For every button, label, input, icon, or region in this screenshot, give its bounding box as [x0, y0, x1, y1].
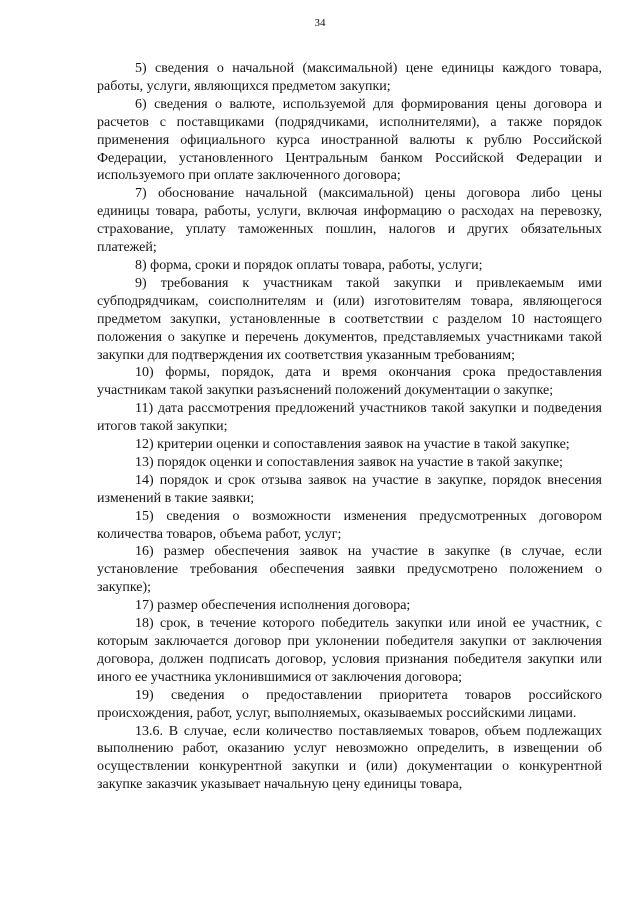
list-item-11: 11) дата рассмотрения предложений участников такой закупки и подведения итогов такой закупки; — [97, 401, 602, 435]
list-item-13: 13) порядок оценки и сопоставления заявок на участие в такой закупке; — [135, 454, 563, 470]
list-item-12: 12) критерии оценки и сопоставления заявок на участие в такой закупке; — [135, 437, 570, 453]
list-item-16: 16) размер обеспечения заявок на участие в закупке (в случае, если установление требования обеспечения заявки предусмотрено положением о закупке); — [97, 544, 602, 596]
list-item-14: 14) порядок и срок отзыва заявок на участие в закупке, порядок внесения изменений в такие заявки; — [97, 472, 602, 506]
list-item-10: 10) формы, порядок, дата и время окончания срока предоставления участникам такой закупки разъяснений положений документации о закупке; — [97, 365, 602, 399]
list-item-15: 15) сведения о возможности изменения предусмотренных договором количества товаров, объема работ, услуг; — [97, 508, 602, 542]
list-item-9: 9) требования к участникам такой закупки и привлекаемым ими субподрядчикам, соисполнителям и (или) изготовителям товара, являющегося предметом закупки, установленные в соответствии с разделом 10 настоящего положения о закупке и перечень документов, представляемых участниками такой закупки для подтверждения их соответствия указанным требованиям; — [97, 275, 602, 363]
document-body — [97, 60, 602, 794]
list-item-5: 5) сведения о начальной (максимальной) цене единицы каждого товара, работы, услуги, являющихся предметом закупки; — [97, 61, 602, 94]
list-item-7: 7) обоснование начальной (максимальной) цены договора либо цены единицы товара, работы, услуги, включая информацию о расходах на перевозку, страхование, уплату таможенных пошлин, налогов и других обязательных платежей; — [97, 186, 602, 256]
section-13-6-paragraph: 13.6. В случае, если количество поставляемых товаров, объем подлежащих выполнению работ, оказанию услуг невозможно определить, в извещении об осуществлении конкурентной закупки и (или) документации о конкурентной закупке заказчик указывает начальную цену единицы товара, — [97, 723, 602, 793]
list-item-8: 8) форма, сроки и порядок оплаты товара, работы, услуги; — [135, 257, 483, 273]
page-number: 34 — [314, 17, 326, 29]
list-item-17: 17) размер обеспечения исполнения договора; — [135, 598, 411, 614]
list-item-19: 19) сведения о предоставлении приоритета товаров российского происхождения, работ, услуг, выполняемых, оказываемых российскими лицами. — [97, 687, 602, 721]
list-item-6: 6) сведения о валюте, используемой для формирования цены договора и расчетов с поставщиками (подрядчиками, исполнителями), а также порядок применения официального курса иностранной валюты к рублю Российской Федерации, установленного Центральным банком Российской Федерации и используемого при оплате заключенного договора; — [97, 96, 602, 184]
list-item-18: 18) срок, в течение которого победитель закупки или иной ее участник, с которым заключается договор при уклонении победителя закупки от заключения договора, должен подписать договор, условия признания победителя закупки или иного ее участника уклонившимися от заключения договора; — [97, 616, 602, 685]
